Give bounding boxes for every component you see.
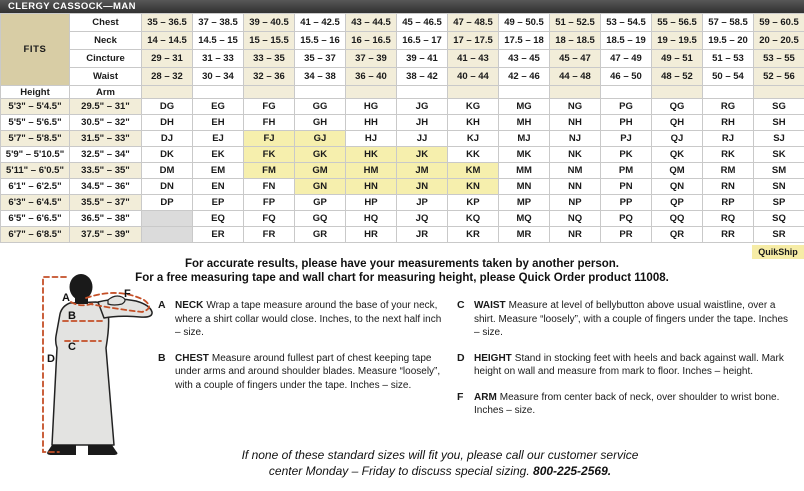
measure-range-cell: 17 – 17.5 bbox=[448, 32, 499, 50]
measure-range-cell: 49 – 50.5 bbox=[499, 14, 550, 32]
measure-range-cell: 46 – 50 bbox=[601, 68, 652, 86]
left-shoe bbox=[47, 445, 76, 455]
blank-header-cell bbox=[601, 86, 652, 99]
measure-range-cell: 50 – 54 bbox=[703, 68, 754, 86]
hand bbox=[108, 296, 125, 305]
size-code-cell: FQ bbox=[244, 211, 295, 227]
size-code-cell: GN bbox=[295, 179, 346, 195]
size-code-cell: EH bbox=[193, 115, 244, 131]
measure-range-cell: 40 – 44 bbox=[448, 68, 499, 86]
size-code-cell: FK bbox=[244, 147, 295, 163]
measure-range-cell: 18.5 – 19 bbox=[601, 32, 652, 50]
footer-line-2 bbox=[76, 463, 804, 479]
size-code-cell: ER bbox=[193, 227, 244, 243]
measure-range-cell: 19 – 19.5 bbox=[652, 32, 703, 50]
size-code-cell: RR bbox=[703, 227, 754, 243]
special-sizing-note bbox=[76, 447, 804, 479]
size-code-cell: NR bbox=[550, 227, 601, 243]
height-range-cell: 5'11" – 6'0.5" bbox=[1, 163, 70, 179]
measure-range-cell: 19.5 – 20 bbox=[703, 32, 754, 50]
blank-header-cell bbox=[652, 86, 703, 99]
size-code-cell: GP bbox=[295, 195, 346, 211]
size-code-cell: RP bbox=[703, 195, 754, 211]
size-code-cell: KQ bbox=[448, 211, 499, 227]
measure-range-cell: 45 – 46.5 bbox=[397, 14, 448, 32]
size-code-cell: QG bbox=[652, 99, 703, 115]
measure-range-cell: 53 – 54.5 bbox=[601, 14, 652, 32]
size-code-cell: SN bbox=[754, 179, 804, 195]
note-line-2: For a free measuring tape and wall chart for measuring height, please Quick Order product 11008. bbox=[135, 272, 669, 284]
arm-range-cell: 32.5" – 34" bbox=[70, 147, 142, 163]
size-code-cell: SM bbox=[754, 163, 804, 179]
size-code-cell: SG bbox=[754, 99, 804, 115]
measure-range-cell: 14 – 14.5 bbox=[142, 32, 193, 50]
measure-range-cell: 34 – 38 bbox=[295, 68, 346, 86]
no-size-cell bbox=[142, 227, 193, 243]
size-code-cell: HG bbox=[346, 99, 397, 115]
height-range-cell: 6'3" – 6'4.5" bbox=[1, 195, 70, 211]
size-code-cell: JG bbox=[397, 99, 448, 115]
arm-range-cell: 30.5" – 32" bbox=[70, 115, 142, 131]
size-code-cell: EK bbox=[193, 147, 244, 163]
measure-range-cell: 41 – 42.5 bbox=[295, 14, 346, 32]
instructions-left-column bbox=[158, 299, 442, 404]
size-code-cell: KK bbox=[448, 147, 499, 163]
size-code-cell: PK bbox=[601, 147, 652, 163]
measure-range-cell: 51 – 52.5 bbox=[550, 14, 601, 32]
page-title: CLERGY CASSOCK—MAN bbox=[0, 0, 804, 13]
size-code-cell: NN bbox=[550, 179, 601, 195]
size-code-cell: QN bbox=[652, 179, 703, 195]
measure-range-cell: 33 – 35 bbox=[244, 50, 295, 68]
size-code-cell: PJ bbox=[601, 131, 652, 147]
size-code-cell: EN bbox=[193, 179, 244, 195]
size-code-cell: EM bbox=[193, 163, 244, 179]
blank-header-cell bbox=[295, 86, 346, 99]
size-code-cell: FJ bbox=[244, 131, 295, 147]
measure-range-cell: 30 – 34 bbox=[193, 68, 244, 86]
measure-range-cell: 43 – 44.5 bbox=[346, 14, 397, 32]
measure-range-cell: 20 – 20.5 bbox=[754, 32, 804, 50]
instruction-text: Measure around fullest part of chest keeping tape under arms and around shoulder blades. Measure “loosely”, with a couple of fingers under the tape. Inches – size. bbox=[175, 352, 441, 391]
measure-range-cell: 29 – 31 bbox=[142, 50, 193, 68]
size-code-cell: JN bbox=[397, 179, 448, 195]
size-code-cell: QM bbox=[652, 163, 703, 179]
arm-range-cell: 35.5" – 37" bbox=[70, 195, 142, 211]
instruction-text: Stand in stocking feet with heels and back against wall. Mark height on wall and measure from mark to floor. Inches – height. bbox=[474, 352, 784, 377]
blank-header-cell bbox=[550, 86, 601, 99]
no-size-cell bbox=[142, 211, 193, 227]
size-code-cell: HN bbox=[346, 179, 397, 195]
cassock-figure bbox=[18, 274, 168, 469]
size-code-cell: PM bbox=[601, 163, 652, 179]
size-code-cell: HR bbox=[346, 227, 397, 243]
size-code-cell: DN bbox=[142, 179, 193, 195]
size-code-cell: GG bbox=[295, 99, 346, 115]
height-column-header: Height bbox=[1, 86, 70, 99]
instruction-arm bbox=[457, 391, 793, 418]
size-code-cell: MH bbox=[499, 115, 550, 131]
measure-range-cell: 16 – 16.5 bbox=[346, 32, 397, 50]
instruction-body bbox=[474, 352, 793, 379]
size-code-cell: SR bbox=[754, 227, 804, 243]
size-code-cell: FH bbox=[244, 115, 295, 131]
size-code-cell: PH bbox=[601, 115, 652, 131]
height-range-cell: 5'3" – 5'4.5" bbox=[1, 99, 70, 115]
size-code-cell: JJ bbox=[397, 131, 448, 147]
instruction-text: Wrap a tape measure around the base of your neck, where a shirt collar would close. Inches, to the next half inch – size. bbox=[175, 300, 442, 338]
size-code-cell: MG bbox=[499, 99, 550, 115]
arm-range-cell: 37.5" – 39" bbox=[70, 227, 142, 243]
instruction-chest bbox=[158, 352, 442, 393]
blank-header-cell bbox=[193, 86, 244, 99]
measure-range-cell: 31 – 33 bbox=[193, 50, 244, 68]
size-code-cell: QQ bbox=[652, 211, 703, 227]
size-code-cell: PR bbox=[601, 227, 652, 243]
measure-range-cell: 47 – 49 bbox=[601, 50, 652, 68]
size-code-cell: NM bbox=[550, 163, 601, 179]
measure-range-cell: 28 – 32 bbox=[142, 68, 193, 86]
blank-header-cell bbox=[397, 86, 448, 99]
neck bbox=[75, 295, 88, 304]
height-range-cell: 5'9" – 5'10.5" bbox=[1, 147, 70, 163]
arm-range-cell: 33.5" – 35" bbox=[70, 163, 142, 179]
size-code-cell: EQ bbox=[193, 211, 244, 227]
instruction-neck bbox=[158, 299, 442, 340]
size-code-cell: DK bbox=[142, 147, 193, 163]
size-code-cell: MR bbox=[499, 227, 550, 243]
size-code-cell: KG bbox=[448, 99, 499, 115]
size-code-cell: FP bbox=[244, 195, 295, 211]
measure-range-cell: 41 – 43 bbox=[448, 50, 499, 68]
size-code-cell: MK bbox=[499, 147, 550, 163]
height-range-cell: 5'7" – 5'8.5" bbox=[1, 131, 70, 147]
blank-header-cell bbox=[448, 86, 499, 99]
measure-range-cell: 35 – 36.5 bbox=[142, 14, 193, 32]
measure-range-cell: 44 – 48 bbox=[550, 68, 601, 86]
measure-range-cell: 51 – 53 bbox=[703, 50, 754, 68]
measure-range-cell: 53 – 55 bbox=[754, 50, 804, 68]
size-code-cell: JK bbox=[397, 147, 448, 163]
size-code-cell: GQ bbox=[295, 211, 346, 227]
instruction-waist bbox=[457, 299, 793, 340]
size-code-cell: NG bbox=[550, 99, 601, 115]
footer-line-2-text: center Monday – Friday to discuss special sizing. bbox=[268, 464, 534, 478]
size-code-cell: GM bbox=[295, 163, 346, 179]
size-code-cell: DM bbox=[142, 163, 193, 179]
size-code-cell: EP bbox=[193, 195, 244, 211]
size-code-cell: RN bbox=[703, 179, 754, 195]
measure-range-cell: 32 – 36 bbox=[244, 68, 295, 86]
size-code-cell: NP bbox=[550, 195, 601, 211]
measure-range-cell: 38 – 42 bbox=[397, 68, 448, 86]
figure-label-a: A bbox=[62, 292, 70, 304]
size-code-cell: RJ bbox=[703, 131, 754, 147]
size-code-cell: RQ bbox=[703, 211, 754, 227]
measure-range-cell: 45 – 47 bbox=[550, 50, 601, 68]
instruction-letter: B bbox=[158, 351, 166, 364]
blank-header-cell bbox=[754, 86, 804, 99]
size-code-cell: HJ bbox=[346, 131, 397, 147]
size-code-cell: QH bbox=[652, 115, 703, 131]
instruction-text: Measure from center back of neck, over shoulder to wrist bone. Inches – size. bbox=[474, 391, 780, 416]
measure-range-cell: 52 – 56 bbox=[754, 68, 804, 86]
footer-line-1: If none of these standard sizes will fit you, please call our customer service bbox=[241, 448, 639, 462]
measure-range-cell: 57 – 58.5 bbox=[703, 14, 754, 32]
size-code-cell: RM bbox=[703, 163, 754, 179]
cassock-robe bbox=[52, 302, 114, 445]
measure-range-cell: 16.5 – 17 bbox=[397, 32, 448, 50]
size-code-cell: GK bbox=[295, 147, 346, 163]
size-code-cell: JR bbox=[397, 227, 448, 243]
size-code-cell: FG bbox=[244, 99, 295, 115]
size-code-cell: MJ bbox=[499, 131, 550, 147]
size-code-cell: HK bbox=[346, 147, 397, 163]
size-code-cell: KP bbox=[448, 195, 499, 211]
instruction-text: Measure at level of bellybutton above usual waistline, over a shirt. Measure “loosely”, with a couple of fingers under the tape. Inches – size. bbox=[474, 300, 789, 338]
size-code-cell: HH bbox=[346, 115, 397, 131]
size-code-cell: RG bbox=[703, 99, 754, 115]
arm-range-cell: 36.5" – 38" bbox=[70, 211, 142, 227]
measure-range-cell: 37 – 39 bbox=[346, 50, 397, 68]
measure-range-cell: 55 – 56.5 bbox=[652, 14, 703, 32]
instruction-letter: D bbox=[457, 351, 465, 364]
figure-label-d: D bbox=[47, 353, 55, 365]
size-code-cell: NQ bbox=[550, 211, 601, 227]
measure-range-cell: 37 – 38.5 bbox=[193, 14, 244, 32]
measure-range-cell: 15.5 – 16 bbox=[295, 32, 346, 50]
instruction-term: NECK bbox=[175, 300, 204, 311]
measure-range-cell: 42 – 46 bbox=[499, 68, 550, 86]
measure-range-cell: 48 – 52 bbox=[652, 68, 703, 86]
measure-range-cell: 36 – 40 bbox=[346, 68, 397, 86]
phone-number: 800-225-2569. bbox=[533, 464, 612, 478]
measure-range-cell: 17.5 – 18 bbox=[499, 32, 550, 50]
measure-row-label: Waist bbox=[70, 68, 142, 86]
size-code-cell: SQ bbox=[754, 211, 804, 227]
size-code-cell: MN bbox=[499, 179, 550, 195]
size-code-cell: HQ bbox=[346, 211, 397, 227]
size-code-cell: HP bbox=[346, 195, 397, 211]
size-code-cell: SP bbox=[754, 195, 804, 211]
size-code-cell: JH bbox=[397, 115, 448, 131]
size-code-cell: SK bbox=[754, 147, 804, 163]
instruction-body bbox=[175, 352, 442, 393]
size-code-cell: DG bbox=[142, 99, 193, 115]
height-range-cell: 6'7" – 6'8.5" bbox=[1, 227, 70, 243]
measure-row-label: Cincture bbox=[70, 50, 142, 68]
size-code-cell: RK bbox=[703, 147, 754, 163]
figure-label-b: B bbox=[68, 310, 76, 322]
size-code-cell: SJ bbox=[754, 131, 804, 147]
size-code-cell: JP bbox=[397, 195, 448, 211]
instruction-letter: A bbox=[158, 299, 166, 311]
size-code-cell: QJ bbox=[652, 131, 703, 147]
size-code-cell: GR bbox=[295, 227, 346, 243]
blank-header-cell bbox=[346, 86, 397, 99]
measure-range-cell: 43 – 45 bbox=[499, 50, 550, 68]
size-code-cell: QP bbox=[652, 195, 703, 211]
size-chart-table bbox=[0, 13, 804, 243]
size-code-cell: JQ bbox=[397, 211, 448, 227]
instruction-term: WAIST bbox=[474, 300, 506, 311]
size-code-cell: PN bbox=[601, 179, 652, 195]
height-range-cell: 6'5" – 6'6.5" bbox=[1, 211, 70, 227]
figure-label-c: C bbox=[68, 341, 76, 353]
size-code-cell: DJ bbox=[142, 131, 193, 147]
measure-range-cell: 39 – 41 bbox=[397, 50, 448, 68]
quikship-badge: QuikShip bbox=[752, 245, 804, 259]
height-range-cell: 6'1" – 6'2.5" bbox=[1, 179, 70, 195]
cassock-sleeve bbox=[98, 299, 152, 318]
size-code-cell: FM bbox=[244, 163, 295, 179]
blank-header-cell bbox=[142, 86, 193, 99]
size-code-cell: HM bbox=[346, 163, 397, 179]
arm-column-header: Arm bbox=[70, 86, 142, 99]
instruction-term: ARM bbox=[474, 391, 497, 403]
size-code-cell: NH bbox=[550, 115, 601, 131]
size-code-cell: MM bbox=[499, 163, 550, 179]
size-code-cell: DH bbox=[142, 115, 193, 131]
size-code-cell: NJ bbox=[550, 131, 601, 147]
arm-range-cell: 29.5" – 31" bbox=[70, 99, 142, 115]
instruction-term: CHEST bbox=[175, 352, 209, 364]
size-code-cell: NK bbox=[550, 147, 601, 163]
size-code-cell: FR bbox=[244, 227, 295, 243]
blank-header-cell bbox=[244, 86, 295, 99]
size-code-cell: KJ bbox=[448, 131, 499, 147]
measure-range-cell: 14.5 – 15 bbox=[193, 32, 244, 50]
measure-row-label: Neck bbox=[70, 32, 142, 50]
measure-range-cell: 59 – 60.5 bbox=[754, 14, 804, 32]
blank-header-cell bbox=[499, 86, 550, 99]
size-code-cell: MP bbox=[499, 195, 550, 211]
size-code-cell: SH bbox=[754, 115, 804, 131]
size-code-cell: GH bbox=[295, 115, 346, 131]
arm-range-cell: 31.5" – 33" bbox=[70, 131, 142, 147]
size-code-cell: EJ bbox=[193, 131, 244, 147]
instruction-letter: C bbox=[457, 299, 465, 311]
size-code-cell: KN bbox=[448, 179, 499, 195]
size-code-cell: PP bbox=[601, 195, 652, 211]
measure-range-cell: 35 – 37 bbox=[295, 50, 346, 68]
instruction-term: HEIGHT bbox=[474, 352, 512, 364]
size-code-cell: QK bbox=[652, 147, 703, 163]
measure-range-cell: 49 – 51 bbox=[652, 50, 703, 68]
instructions-right-column bbox=[457, 299, 793, 430]
instruction-body bbox=[474, 299, 793, 340]
instruction-letter: F bbox=[457, 390, 464, 403]
arm-range-cell: 34.5" – 36" bbox=[70, 179, 142, 195]
size-code-cell: QR bbox=[652, 227, 703, 243]
measure-row-label: Chest bbox=[70, 14, 142, 32]
size-code-cell: MQ bbox=[499, 211, 550, 227]
size-code-cell: GJ bbox=[295, 131, 346, 147]
instruction-height bbox=[457, 352, 793, 379]
size-code-cell: PG bbox=[601, 99, 652, 115]
size-code-cell: KM bbox=[448, 163, 499, 179]
height-range-cell: 5'5" – 5'6.5" bbox=[1, 115, 70, 131]
measure-range-cell: 47 – 48.5 bbox=[448, 14, 499, 32]
measure-range-cell: 15 – 15.5 bbox=[244, 32, 295, 50]
size-code-cell: KR bbox=[448, 227, 499, 243]
size-code-cell: KH bbox=[448, 115, 499, 131]
instruction-body bbox=[175, 299, 442, 340]
figure-label-f: F bbox=[124, 288, 131, 300]
measure-range-cell: 18 – 18.5 bbox=[550, 32, 601, 50]
size-code-cell: FN bbox=[244, 179, 295, 195]
size-code-cell: RH bbox=[703, 115, 754, 131]
size-code-cell: DP bbox=[142, 195, 193, 211]
size-code-cell: EG bbox=[193, 99, 244, 115]
note-line-1: For accurate results, please have your measurements taken by another person. bbox=[185, 258, 619, 270]
fits-cell: FITS bbox=[1, 14, 70, 86]
measure-range-cell: 39 – 40.5 bbox=[244, 14, 295, 32]
size-code-cell: PQ bbox=[601, 211, 652, 227]
instruction-body bbox=[474, 391, 793, 418]
size-code-cell: JM bbox=[397, 163, 448, 179]
blank-header-cell bbox=[703, 86, 754, 99]
